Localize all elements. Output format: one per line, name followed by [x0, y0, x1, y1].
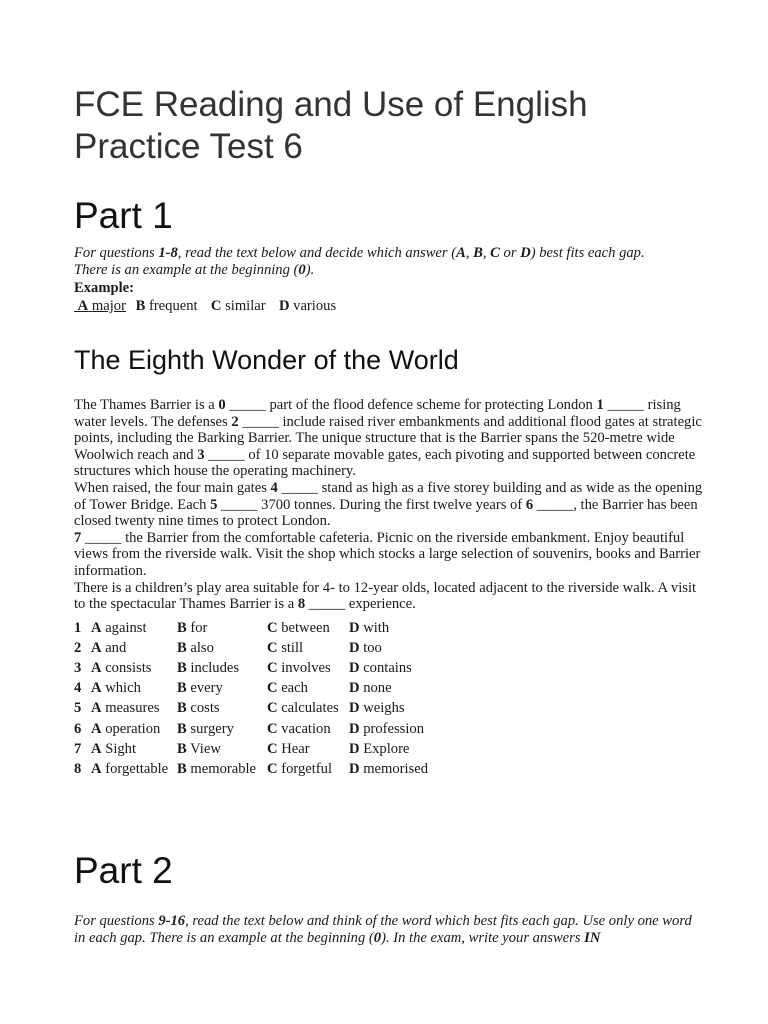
question-row — [74, 719, 432, 739]
passage-paragraph-1: The Thames Barrier is a 0 _____ part of the flood defence scheme for protecting London 1 _____ rising water levels. The defenses 2 _____ include raised river embankments and additional flood gates at strategic points, including the Barking Barrier. The unique structure that is the Barrier spans the 520-metre wide Woolwich reach and 3 _____ of 10 separate movable gates, each pivoting and supported between concrete structures which house the operating machinery. — [74, 397, 702, 480]
reading-passage — [74, 397, 704, 613]
option-b: B View — [177, 740, 221, 757]
part-2-instructions: For questions 9-16, read the text below and think of the word which best fits each gap. Use only one word in each gap. There is an example at the beginning (0). In the exam, write your answers IN — [74, 913, 692, 946]
question-row — [74, 699, 432, 719]
option-b: B costs — [177, 700, 220, 717]
question-number: 8 — [74, 760, 82, 777]
option-a: A measures — [91, 700, 160, 717]
option-d: D profession — [349, 720, 425, 737]
passage-title: The Eighth Wonder of the World — [74, 345, 459, 375]
passage-paragraph-4: There is a children’s play area suitable for 4- to 12-year olds, located adjacent to the riverside walk. A visit to the spectacular Thames Barrier is a 8 _____ experience. — [74, 579, 697, 613]
question-number: 2 — [74, 639, 82, 656]
option-b: B for — [177, 619, 208, 636]
option-d: D Explore — [349, 740, 410, 757]
answer-options-table — [74, 618, 432, 780]
option-a: A which — [91, 680, 141, 697]
example-option-b: B frequent — [135, 298, 198, 314]
option-d: D contains — [349, 659, 412, 676]
option-d: D with — [349, 619, 390, 636]
option-b: B also — [177, 639, 214, 656]
option-c: C forgetful — [267, 760, 332, 777]
question-row — [74, 638, 432, 658]
passage-paragraph-3: 7 _____ the Barrier from the comfortable cafeteria. Picnic on the riverside embankment. Enjoy beautiful views from the riverside walk. Visit the shop which stocks a large selection of souvenirs, books and Barrier information. — [74, 529, 701, 579]
question-number: 7 — [74, 740, 82, 757]
question-number: 3 — [74, 659, 82, 676]
option-d: D too — [349, 639, 382, 656]
option-c: C each — [267, 680, 308, 697]
example-option-c: C similar — [210, 298, 266, 314]
part-1-heading: Part 1 — [74, 195, 173, 236]
option-b: B every — [177, 680, 223, 697]
option-c: C involves — [267, 659, 331, 676]
option-d: D weighs — [349, 700, 405, 717]
option-a: A consists — [91, 659, 152, 676]
option-a: A forgettable — [91, 760, 169, 777]
page-title — [74, 84, 714, 168]
example-options — [74, 298, 342, 315]
question-row — [74, 679, 432, 699]
example-option-d: D various — [278, 298, 337, 314]
passage-paragraph-2: When raised, the four main gates 4 _____ stand as high as a five storey building and as wide as the opening of Tower Bridge. Each 5 _____ 3700 tonnes. During the first twelve years of 6 _____, the Barrier has been closed twenty nine times to protect London. — [74, 479, 703, 530]
question-row — [74, 658, 432, 678]
option-a: A operation — [91, 720, 161, 737]
question-number: 4 — [74, 680, 82, 697]
option-b: B surgery — [177, 720, 234, 737]
question-row — [74, 759, 432, 779]
option-a: A and — [91, 639, 127, 656]
option-d: D none — [349, 680, 392, 697]
example-option-a: A major — [77, 298, 126, 314]
question-number: 6 — [74, 720, 82, 737]
option-c: C still — [267, 639, 304, 656]
question-row — [74, 739, 432, 759]
page-title-line-2: Practice Test 6 — [74, 127, 303, 166]
option-c: C Hear — [267, 740, 310, 757]
question-number: 1 — [74, 619, 82, 636]
page-title-line-1: FCE Reading and Use of English — [74, 85, 588, 124]
example-label: Example: — [74, 280, 134, 296]
option-c: C calculates — [267, 700, 339, 717]
part-1-instructions: For questions 1-8, read the text below and decide which answer (A, B, C or D) best fits each gap. There is an example at the beginning (0). — [74, 245, 645, 278]
question-row — [74, 618, 432, 638]
option-b: B memorable — [177, 760, 257, 777]
option-a: A Sight — [91, 740, 137, 757]
option-b: B includes — [177, 659, 240, 676]
part-2-heading: Part 2 — [74, 850, 173, 891]
option-d: D memorised — [349, 760, 429, 777]
option-a: A against — [91, 619, 147, 636]
option-c: C vacation — [267, 720, 331, 737]
question-number: 5 — [74, 700, 82, 717]
option-c: C between — [267, 619, 330, 636]
